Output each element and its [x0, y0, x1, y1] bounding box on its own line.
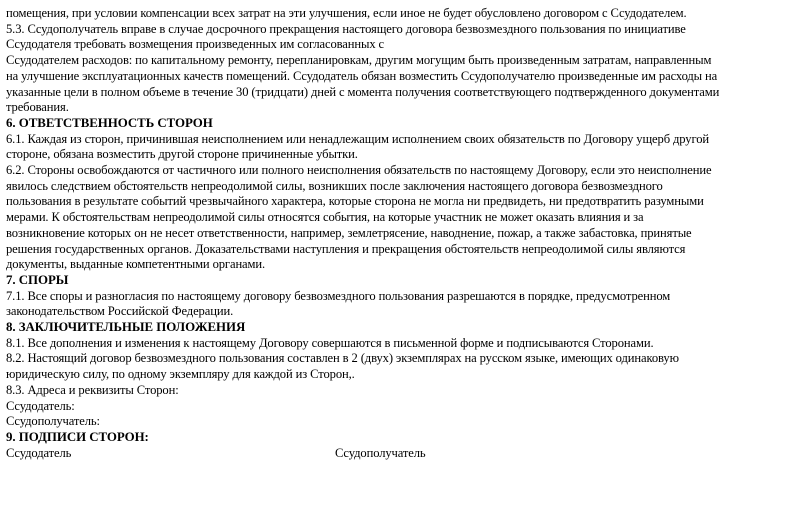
signature-lender-label: Ссудодатель [6, 445, 72, 460]
paragraph-line: 8.1. Все дополнения и изменения к настоящему Договору совершаются в письменной форме и подписываются Сторонами. [6, 335, 654, 350]
paragraph-line: 6.1. Каждая из сторон, причинившая неисполнением или ненадлежащим исполнением своих обязательств по Договору ущерб другой [6, 131, 710, 146]
paragraph-line: требования. [6, 100, 69, 115]
paragraph-line: возникновение которых он не несет ответственности, например, землетрясение, наводнение, пожар, а также забастовка, принятые [6, 225, 692, 240]
paragraph-line: 6.2. Стороны освобождаются от частичного или полного неисполнения обязательств по настоящему Договору, если это неисполнение [6, 163, 712, 178]
paragraph-line: Ссудодателя требовать возмещения произведенных им согласованных с [6, 37, 385, 52]
paragraph-line: мерами. К обстоятельствам непреодолимой силы относятся события, на которые участник не может оказать влияния и за [6, 210, 644, 225]
paragraph-line: документы, выданные компетентными органами. [6, 257, 266, 272]
signature-borrower-label: Ссудополучатель [335, 445, 426, 460]
paragraph-line: стороне, обязана возместить другой стороне причиненные убытки. [6, 147, 358, 162]
paragraph-line: помещения, при условии компенсации всех затрат на эти улучшения, если иное не будет обусловлено договором с Ссудодателем. [6, 6, 687, 20]
paragraph-line: явилось следствием обстоятельств непреодолимой силы, возникших после заключения настоящего договора безвозмездного [6, 178, 663, 193]
paragraph-line: на улучшение эксплуатационных качеств помещений. Ссудодатель обязан возместить Ссудополучателю произведенные им расходы на [6, 68, 718, 83]
paragraph-line: законодательством Российской Федерации. [6, 304, 234, 319]
document-text-body [6, 6, 792, 461]
paragraph-line: 8.3. Адреса и реквизиты Сторон: [6, 382, 179, 397]
signature-row [6, 446, 792, 462]
paragraph-line: указанные цели в полном объеме в течение 30 (тридцати) дней с момента получения соответствующего подтвержденного документами [6, 84, 720, 99]
section-heading-7: 7. СПОРЫ [6, 272, 69, 287]
paragraph-line: 8.2. Настоящий договор безвозмездного пользования составлен в 2 (двух) экземплярах на русском языке, имеющих одинаковую [6, 351, 679, 366]
paragraph-line: 5.3. Ссудополучатель вправе в случае досрочного прекращения настоящего договора безвозмездного пользования по инициативе [6, 21, 686, 36]
paragraph-line: Ссудодателем расходов: по капитальному ремонту, перепланировкам, другим могущим быть произведенным затратам, направленным [6, 53, 712, 68]
section-heading-8: 8. ЗАКЛЮЧИТЕЛЬНЫЕ ПОЛОЖЕНИЯ [6, 320, 246, 335]
section-heading-9: 9. ПОДПИСИ СТОРОН: [6, 429, 149, 444]
paragraph-line: решения государственных органов. Доказательствами наступления и прекращения обстоятельств непреодолимой силы являются [6, 241, 686, 256]
paragraph-line: пользования в результате событий чрезвычайного характера, которые сторона не могла ни предвидеть, ни предотвратить разумными [6, 194, 704, 209]
section-heading-6: 6. ОТВЕТСТВЕННОСТЬ СТОРОН [6, 115, 213, 130]
paragraph-line: юридическую силу, по одному экземпляру для каждой из Сторон,. [6, 367, 355, 382]
lender-address-label: Ссудодатель: [6, 398, 75, 413]
paragraph-line: 7.1. Все споры и разногласия по настоящему договору безвозмездного пользования разрешаются в порядке, предусмотренном [6, 288, 671, 303]
borrower-address-label: Ссудополучатель: [6, 414, 100, 429]
